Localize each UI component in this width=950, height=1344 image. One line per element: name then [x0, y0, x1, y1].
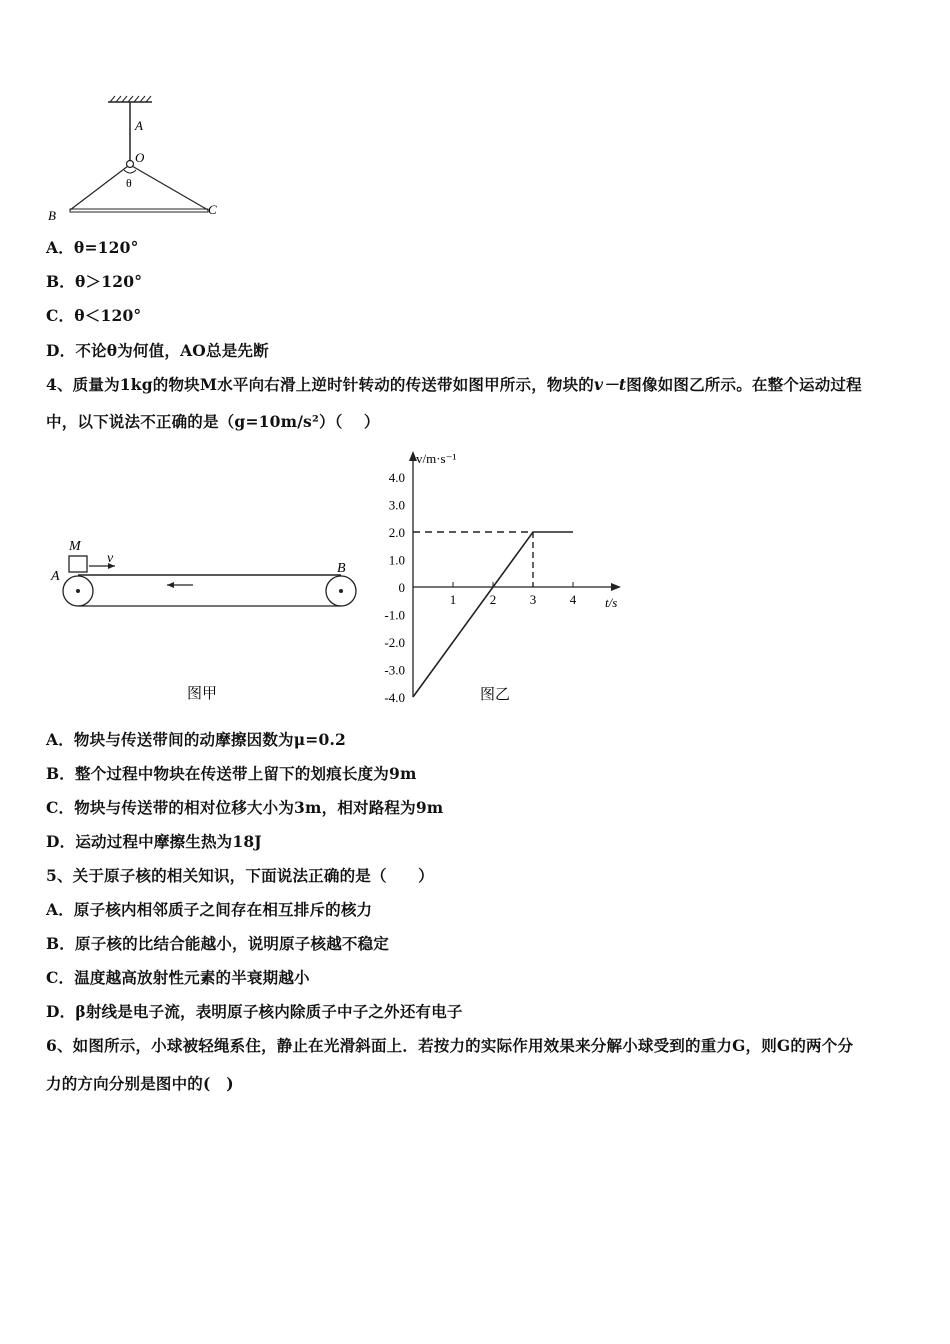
q3-option-b: B．θ＞120° [46, 272, 143, 291]
y-tick-label: 3.0 [388, 497, 405, 513]
rod-bc [70, 209, 208, 212]
x-tick-label: 1 [449, 592, 457, 607]
q4-option-c: C．物块与传送带的相对位移大小为3m，相对路程为9m [46, 798, 444, 817]
q4-option-b: B．整个过程中物块在传送带上留下的划痕长度为9m [46, 764, 417, 783]
q3-figure [40, 92, 230, 227]
rope-ob [70, 166, 128, 210]
q5-option-c: C．温度越高放射性元素的半衰期越小 [46, 968, 310, 987]
x-axis-arrow [611, 583, 621, 591]
label-m: M [69, 539, 81, 554]
q4-stem-line2: 中，以下说法不正确的是（g=10m/s²）（ ） [46, 412, 380, 431]
y-tick-label: -2.0 [384, 635, 405, 650]
x-tick-label: 4 [569, 592, 577, 607]
label-b-belt: B [337, 561, 346, 576]
q3-option-a: A．θ=120° [46, 238, 139, 257]
y-axis-label: v/m·s⁻¹ [416, 451, 457, 466]
label-v: v [107, 551, 114, 566]
y-tick-label: -3.0 [384, 662, 405, 678]
label-b: B [48, 208, 56, 223]
y-tick-label: -1.0 [384, 607, 405, 623]
x-tick-label: 2 [489, 592, 497, 607]
chart-caption: 图乙 [479, 687, 511, 703]
q6-stem-line1: 6、如图所示，小球被轻绳系住，静止在光滑斜面上．若按力的实际作用效果来分解小球受到的重力G，则G的两个分 [46, 1036, 854, 1055]
caption-jia: 图甲 [187, 686, 218, 702]
label-theta: θ [126, 176, 132, 190]
y-tick-label: 1.0 [388, 552, 405, 568]
q5-option-a: A．原子核内相邻质子之间存在相互排斥的核力 [46, 900, 373, 919]
x-axis-label: t/s [605, 595, 618, 610]
y-tick-label: -4.0 [384, 690, 405, 705]
q4-option-d: D．运动过程中摩擦生热为18J [46, 832, 262, 851]
label-o: O [135, 150, 145, 165]
y-tick-label: 0 [398, 580, 405, 595]
y-tick-label: 2.0 [388, 525, 405, 540]
q4-stem-line1: 4、质量为1kg的物块M水平向右滑上逆时针转动的传送带如图甲所示，物块的v－t图像如图乙所示。在整个运动过程 [46, 375, 862, 394]
q4-figure-belt [45, 530, 365, 710]
q5-option-b: B．原子核的比结合能越小，说明原子核越不稳定 [46, 934, 390, 953]
q3-option-c: C．θ＜120° [46, 306, 142, 325]
q3-option-d: D．不论θ为何值，AO总是先断 [46, 341, 269, 360]
label-a: A [135, 118, 143, 133]
y-tick-label: 4.0 [388, 470, 405, 485]
q5-stem: 5、关于原子核的相关知识，下面说法正确的是（ ） [46, 866, 434, 885]
q4-option-a: A．物块与传送带间的动摩擦因数为μ=0.2 [46, 730, 347, 749]
q5-option-d: D．β射线是电子流，表明原子核内除质子中子之外还有电子 [46, 1002, 463, 1021]
x-tick-label: 3 [529, 592, 537, 607]
q4-figure-vt-chart [365, 445, 635, 713]
series-line-v [413, 532, 573, 697]
block-m [69, 556, 87, 572]
label-a-belt: A [51, 569, 60, 584]
rope-oc [132, 166, 208, 210]
q6-stem-line2: 力的方向分别是图中的( ) [46, 1074, 234, 1093]
label-c: C [208, 202, 217, 217]
